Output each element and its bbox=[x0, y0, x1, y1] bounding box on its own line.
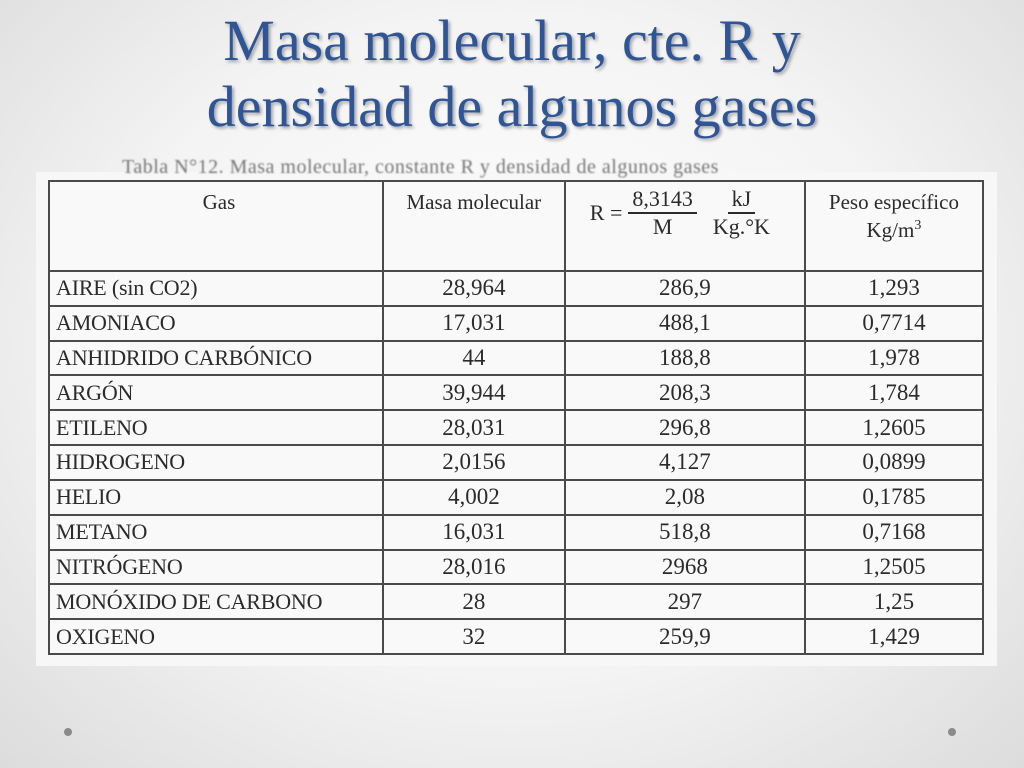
gas-properties-table bbox=[48, 180, 984, 655]
cell-specific-weight: 1,2505 bbox=[805, 550, 983, 585]
slide-title-line-2: densidad de algunos gases bbox=[206, 74, 818, 139]
cell-molecular-mass: 28,964 bbox=[383, 271, 565, 306]
table-row bbox=[49, 515, 983, 550]
cell-gas: MONÓXIDO DE CARBONO bbox=[49, 584, 383, 619]
slide-decoration-dot-right bbox=[948, 728, 956, 736]
formula-r-prefix: R = bbox=[589, 200, 623, 225]
cell-specific-weight: 1,25 bbox=[805, 584, 983, 619]
table-row bbox=[49, 584, 983, 619]
header-gas: Gas bbox=[49, 181, 383, 271]
cell-gas-constant: 286,9 bbox=[565, 271, 805, 306]
cell-gas-constant: 208,3 bbox=[565, 375, 805, 410]
cell-gas-constant: 2,08 bbox=[565, 480, 805, 515]
cell-gas-constant: 188,8 bbox=[565, 341, 805, 376]
cell-gas: AMONIACO bbox=[49, 306, 383, 341]
cell-specific-weight: 1,293 bbox=[805, 271, 983, 306]
cell-gas: ETILENO bbox=[49, 410, 383, 445]
cell-molecular-mass: 32 bbox=[383, 619, 565, 654]
cell-gas: ARGÓN bbox=[49, 375, 383, 410]
cell-gas: OXIGENO bbox=[49, 619, 383, 654]
cell-gas-constant: 297 bbox=[565, 584, 805, 619]
table-row bbox=[49, 306, 983, 341]
header-gas-constant bbox=[565, 181, 805, 271]
cell-gas: NITRÓGENO bbox=[49, 550, 383, 585]
cell-gas-constant: 518,8 bbox=[565, 515, 805, 550]
header-specific-weight bbox=[805, 181, 983, 271]
table-row bbox=[49, 480, 983, 515]
header-molecular-mass: Masa molecular bbox=[383, 181, 565, 271]
table-row bbox=[49, 445, 983, 480]
cell-specific-weight: 0,1785 bbox=[805, 480, 983, 515]
table-row bbox=[49, 375, 983, 410]
cell-specific-weight: 1,784 bbox=[805, 375, 983, 410]
cell-specific-weight: 0,7168 bbox=[805, 515, 983, 550]
header-specific-weight-unit: $Kg/m^3$ bbox=[866, 218, 922, 242]
table-row bbox=[49, 619, 983, 654]
formula-unit-denominator: Kg.°K bbox=[712, 214, 770, 239]
table-row bbox=[49, 341, 983, 376]
slide-title-line-1: Masa molecular, cte. R y bbox=[223, 8, 801, 73]
cell-gas-constant: 488,1 bbox=[565, 306, 805, 341]
cell-molecular-mass: 17,031 bbox=[383, 306, 565, 341]
unit-exponent: 3 bbox=[914, 218, 922, 233]
table-row bbox=[49, 271, 983, 306]
table-row bbox=[49, 410, 983, 445]
cell-specific-weight: 0,0899 bbox=[805, 445, 983, 480]
cell-specific-weight: 1,2605 bbox=[805, 410, 983, 445]
table-caption: Tabla N°12. Masa molecular, constante R y densidad de algunos gases bbox=[122, 156, 719, 178]
cell-gas-constant: 2968 bbox=[565, 550, 805, 585]
cell-molecular-mass: 39,944 bbox=[383, 375, 565, 410]
cell-gas: ANHIDRIDO CARBÓNICO bbox=[49, 341, 383, 376]
cell-molecular-mass: 28,016 bbox=[383, 550, 565, 585]
cell-gas-constant: 296,8 bbox=[565, 410, 805, 445]
table-row bbox=[49, 550, 983, 585]
gas-constant-formula bbox=[590, 186, 780, 240]
slide-decoration-dot-left bbox=[64, 728, 72, 736]
formula-unit-numerator: kJ bbox=[728, 186, 756, 214]
cell-molecular-mass: 28 bbox=[383, 584, 565, 619]
cell-specific-weight: 0,7714 bbox=[805, 306, 983, 341]
formula-numerator: 8,3143 bbox=[628, 186, 697, 214]
formula-fraction bbox=[628, 186, 697, 240]
slide-title bbox=[0, 8, 1024, 140]
cell-specific-weight: 1,429 bbox=[805, 619, 983, 654]
header-specific-weight-label: Peso específico bbox=[828, 190, 959, 214]
cell-gas: HIDROGENO bbox=[49, 445, 383, 480]
cell-specific-weight: 1,978 bbox=[805, 341, 983, 376]
cell-gas: AIRE (sin CO2) bbox=[49, 271, 383, 306]
cell-gas-constant: 4,127 bbox=[565, 445, 805, 480]
table-header-row bbox=[49, 181, 983, 271]
cell-molecular-mass: 28,031 bbox=[383, 410, 565, 445]
gas-table-image bbox=[36, 156, 997, 666]
cell-molecular-mass: 4,002 bbox=[383, 480, 565, 515]
formula-denominator: M bbox=[652, 214, 673, 239]
cell-molecular-mass: 16,031 bbox=[383, 515, 565, 550]
cell-gas-constant: 259,9 bbox=[565, 619, 805, 654]
cell-gas: METANO bbox=[49, 515, 383, 550]
cell-gas: HELIO bbox=[49, 480, 383, 515]
formula-unit-fraction bbox=[709, 186, 774, 240]
cell-molecular-mass: 2,0156 bbox=[383, 445, 565, 480]
cell-molecular-mass: 44 bbox=[383, 341, 565, 376]
